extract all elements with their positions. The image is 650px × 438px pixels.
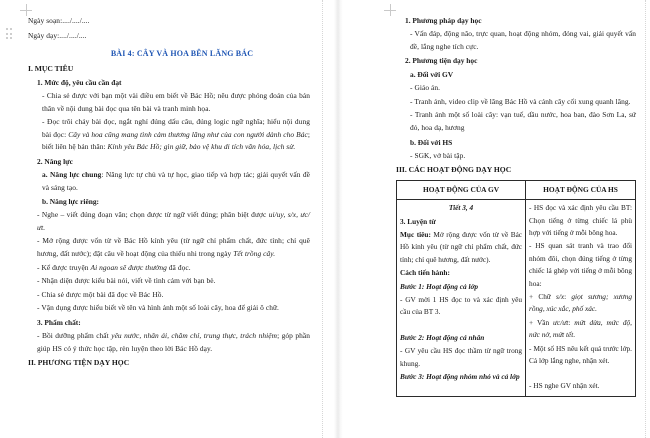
page-gap	[330, 0, 382, 438]
competency-bullet-2-text: - Mở rộng được vốn từ về Bác Hồ kính yêu (từ ngữ chỉ phẩm chất, đức tính; chỉ quê hương, đất nước); đặt câu về hoạt động của thiếu nhi trong ngày	[37, 236, 310, 258]
hs-item-3-italic-1: s/x	[556, 292, 565, 301]
hs-item-6: - HS nghe GV nhận xét.	[529, 381, 600, 391]
competency-bullet-5: - Chia sẻ được một bài đã đọc về Bác Hồ.	[37, 289, 164, 299]
hs-item-5: - Một số HS nêu kết quả trước lớp. Cả lớp lắng nghe, nhận xét.	[529, 343, 632, 366]
table-header-row	[397, 181, 636, 200]
hs-item-4-mid: :	[568, 317, 575, 327]
heading-equipment-student: b. Đối với HS	[410, 137, 453, 147]
column-header-teacher: HOẠT ĐỘNG CỦA GV	[397, 181, 526, 200]
page-right	[382, 0, 650, 438]
heading-teaching-activities: III. CÁC HOẠT ĐỘNG DẠY HỌC	[396, 165, 512, 175]
gv-step3-label: Bước 3: Hoạt động nhóm nhỏ và cả lớp	[400, 372, 520, 382]
heading-equipment-teacher: a. Đối với GV	[410, 70, 454, 80]
hs-item-4-prefix: + Vần	[529, 317, 554, 327]
competency-bullet-1-text: - Nghe – viết đúng đoạn văn; chọn được từ ngữ viết đúng; phân biệt được	[37, 210, 269, 220]
hs-item-4-italic-2: mứt dừa, mức độ, nức nở, mứt tết.	[529, 317, 632, 340]
gv-objective	[400, 229, 522, 266]
competency-bullet-1	[28, 209, 310, 234]
gv-objective-label: Mục tiêu:	[400, 229, 431, 239]
hs-spacer	[529, 368, 632, 380]
gv-block-heading: 3. Luyện từ	[400, 216, 436, 226]
gv-step1-label: Bước 1: Hoạt động cả lớp	[400, 281, 479, 291]
gv-spacer	[400, 320, 522, 332]
drag-handle-icon[interactable]	[6, 28, 13, 41]
hs-item-3	[529, 291, 632, 316]
hs-item-3-mid: :	[564, 292, 572, 301]
date-taught: Ngày dạy:..../..../....	[28, 31, 87, 40]
hs-item-1: - HS đọc và xác định yêu cầu BT: Chọn tiếng ở từng chiếc lá phù hợp với tiếng ở mỗi bông hoa.	[529, 203, 632, 237]
competency-general-text: : Năng lực tự chủ và tự học, giao tiếp và hợp tác; giải quyết vấn đề và sáng tạo.	[42, 169, 310, 192]
heading-competency: 2. Năng lực	[37, 156, 73, 166]
margin-corner-mark-top-left	[20, 4, 32, 16]
heading-qualities: 3. Phẩm chất:	[37, 317, 81, 327]
requirement-bullet-2-italic-2: Kính yêu Bác Hồ; gìn giữ, bảo vệ khu di tích văn hóa, lịch sử.	[107, 142, 296, 152]
date-prepared: Ngày soạn:..../..../....	[28, 16, 90, 25]
competency-bullet-3-italic: Ai ngoan sẽ được thưởng	[90, 262, 167, 272]
heading-teaching-means: II. PHƯƠNG TIỆN DẠY HỌC	[28, 358, 130, 368]
hs-item-3-prefix: + Chữ	[529, 292, 557, 301]
competency-bullet-3-a: - Kể được truyện	[37, 262, 91, 272]
gv-step2-text: - GV yêu cầu HS đọc thầm từ ngữ trong khung.	[400, 346, 523, 368]
competency-bullet-2-italic: Tết trồng cây.	[233, 248, 276, 258]
period-label: Tiết 3, 4	[448, 203, 474, 213]
hs-item-2: - HS quan sát tranh và trao đổi nhóm đôi, chọn đúng tiếng ở từng chiếc lá ghép với tiếng ở mỗi bông hoa:	[529, 241, 632, 288]
lesson-title: BÀI 4: CÂY VÀ HOA BÊN LĂNG BÁC	[110, 49, 254, 58]
gv-step2-label: Bước 2: Hoạt động cá nhân	[400, 332, 485, 342]
table-row	[397, 200, 636, 397]
requirement-bullet-1: - Chia sẻ được với bạn một vài điều em biết về Bác Hồ; nêu được phóng đoán của bản thân về nội dung bài đọc qua tên bài và tranh minh họa.	[42, 91, 310, 113]
gv-objective-text: Mở rộng được vốn từ về Bác Hồ kính yêu (từ ngữ chỉ phẩm chất, đức tính; chỉ quê hương, đất nước).	[400, 229, 523, 264]
requirement-bullet-2-a: - Đọc trôi chảy bài đọc, ngắt nghỉ đúng dấu câu, đúng logic ngữ nghĩa; hiểu nội dung bài đọc:	[42, 117, 310, 139]
gv-method-label: Cách tiến hành:	[400, 268, 450, 278]
competency-bullet-3	[28, 262, 310, 275]
competency-bullet-2	[28, 235, 310, 260]
heading-level-requirements: 1. Mức độ, yêu cầu cần đạt	[37, 78, 122, 87]
teaching-method-text: - Vấn đáp, động não, trực quan, hoạt động nhóm, đóng vai, giải quyết vấn đề, lắng nghe tích cực.	[410, 29, 636, 51]
qualities-bullet-1-b: ; góp phần giúp HS có ý thức học tập, rèn luyện theo lời Bác Hồ dạy.	[37, 330, 310, 353]
heading-objectives: I. MỤC TIÊU	[28, 64, 74, 73]
competency-bullet-3-b: đã đọc.	[166, 262, 191, 272]
competency-general	[28, 169, 310, 194]
competency-bullet-4: - Nhận diện được kiểu bài nói, viết về tình cảm với bạn bè.	[37, 276, 216, 286]
heading-teaching-method: 1. Phương pháp dạy học	[405, 16, 482, 25]
requirement-bullet-2	[28, 116, 310, 154]
equipment-teacher-item-2: - Tranh ảnh, video clip về lăng Bác Hồ và cảnh cây cối xung quanh lăng.	[410, 96, 631, 106]
equipment-student-item-1: - SGK, vở bài tập.	[410, 150, 466, 160]
margin-guide-right	[322, 0, 323, 438]
hs-item-4	[529, 317, 632, 342]
activities-table	[396, 180, 636, 397]
column-header-student: HOẠT ĐỘNG CỦA HS	[526, 181, 636, 200]
heading-teaching-equipment: 2. Phương tiện dạy học	[405, 56, 478, 66]
heading-competency-specific: b. Năng lực riêng:	[42, 197, 99, 207]
qualities-bullet-1	[28, 330, 310, 355]
equipment-teacher-item-3: - Tranh ảnh một số loài cây: vạn tuế, dầu nước, hoa ban, đào Sơn La, sứ đỏ, hoa dạ, hương	[410, 110, 636, 132]
margin-guide-right-page	[645, 0, 646, 438]
competency-general-label: a. Năng lực chung	[42, 169, 102, 179]
cell-teacher-activities	[397, 200, 526, 397]
qualities-bullet-1-italic: yêu nước, nhân ái, chăm chỉ, trung thực, trách nhiệm	[111, 330, 278, 340]
requirement-bullet-2-b: ; biết liên hệ bản thân:	[42, 129, 310, 152]
cell-student-activities	[526, 200, 636, 397]
margin-corner-mark-top-right	[384, 4, 396, 16]
requirement-bullet-2-italic-1: Cây và hoa cũng mang tình cảm thương lăng như của con người dành cho Bác	[68, 129, 308, 139]
hs-item-3-italic-2: giọt sương; xương rồng, xúc xắc, phố xác.	[529, 292, 632, 314]
competency-bullet-6: - Vận dụng được hiểu biết về tên và hình ảnh một số loài cây, hoa để giải ô chữ.	[37, 303, 279, 313]
equipment-teacher-item-1: - Giáo án.	[410, 83, 441, 93]
qualities-bullet-1-a: - Bồi dưỡng phẩm chất	[37, 330, 112, 340]
gv-step1-text: - GV mời 1 HS đọc to và xác định yêu cầu của BT 3.	[400, 295, 523, 317]
hs-item-4-italic-1: ưc/ưt	[553, 317, 569, 327]
competency-bullet-1-italic: ui/uy, s/x, ưc/ưt.	[37, 210, 310, 232]
